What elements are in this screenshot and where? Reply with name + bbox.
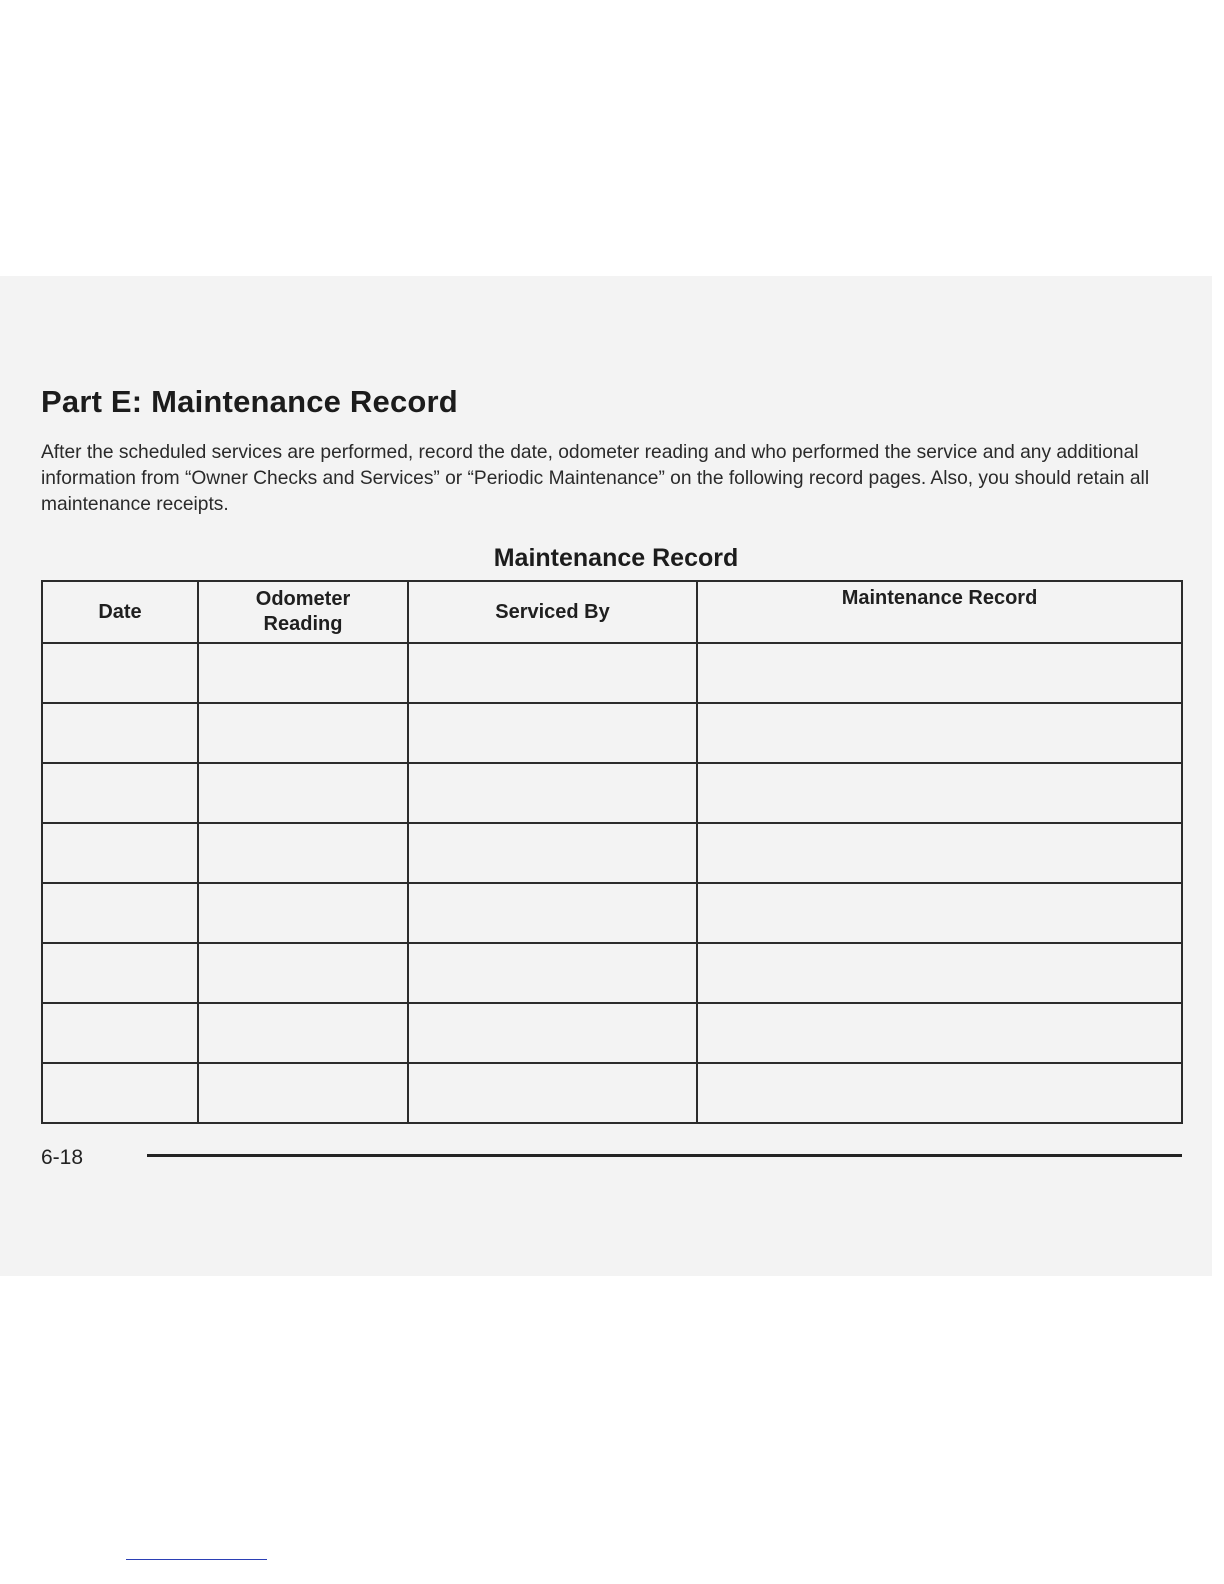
date-cell	[42, 943, 198, 1003]
footer-rule	[147, 1154, 1182, 1157]
page-title: Part E: Maintenance Record	[41, 384, 458, 419]
maintenance-record-cell	[697, 763, 1182, 823]
date-cell	[42, 883, 198, 943]
header-maintenance-record: Maintenance Record	[697, 581, 1182, 643]
maintenance-record-cell	[697, 643, 1182, 703]
serviced-by-cell	[408, 943, 697, 1003]
serviced-by-cell	[408, 1003, 697, 1063]
maintenance-record-cell	[697, 1003, 1182, 1063]
header-serviced-by: Serviced By	[408, 581, 697, 643]
odometer-cell	[198, 703, 408, 763]
table-body	[42, 643, 1182, 1123]
header-odometer-reading	[198, 581, 408, 643]
odometer-cell	[198, 883, 408, 943]
maintenance-record-cell	[697, 883, 1182, 943]
header-odometer-line1: Odometer	[255, 588, 351, 610]
table-row	[42, 883, 1182, 943]
date-cell	[42, 643, 198, 703]
table-row	[42, 943, 1182, 1003]
maintenance-record-table	[41, 580, 1183, 1124]
table-row	[42, 643, 1182, 703]
table-row	[42, 1063, 1182, 1123]
maintenance-record-cell	[697, 703, 1182, 763]
odometer-cell	[198, 1003, 408, 1063]
table-row	[42, 823, 1182, 883]
odometer-cell	[198, 763, 408, 823]
serviced-by-cell	[408, 703, 697, 763]
maintenance-record-cell	[697, 1063, 1182, 1123]
table-row	[42, 1003, 1182, 1063]
date-cell	[42, 1063, 198, 1123]
maintenance-record-cell	[697, 943, 1182, 1003]
odometer-cell	[198, 1063, 408, 1123]
odometer-cell	[198, 943, 408, 1003]
date-cell	[42, 763, 198, 823]
date-cell	[42, 1003, 198, 1063]
header-date: Date	[42, 581, 198, 643]
date-cell	[42, 823, 198, 883]
serviced-by-cell	[408, 1063, 697, 1123]
maintenance-record-cell	[697, 823, 1182, 883]
table-header-row	[42, 581, 1182, 643]
serviced-by-cell	[408, 823, 697, 883]
table-caption: Maintenance Record	[493, 544, 739, 572]
table-row	[42, 763, 1182, 823]
serviced-by-cell	[408, 883, 697, 943]
bottom-rule-mark	[126, 1559, 267, 1560]
header-odometer-line2: Reading	[263, 613, 343, 635]
page-number: 6-18	[41, 1146, 84, 1169]
intro-paragraph: After the scheduled services are performed, record the date, odometer reading and who performed the service and any additional information from “Owner Checks and Services” or “Periodic Maintenance” on the following record pages. Also, you should retain all maintenance receipts.	[41, 442, 1150, 515]
odometer-cell	[198, 823, 408, 883]
serviced-by-cell	[408, 643, 697, 703]
table-row	[42, 703, 1182, 763]
odometer-cell	[198, 643, 408, 703]
serviced-by-cell	[408, 763, 697, 823]
date-cell	[42, 703, 198, 763]
